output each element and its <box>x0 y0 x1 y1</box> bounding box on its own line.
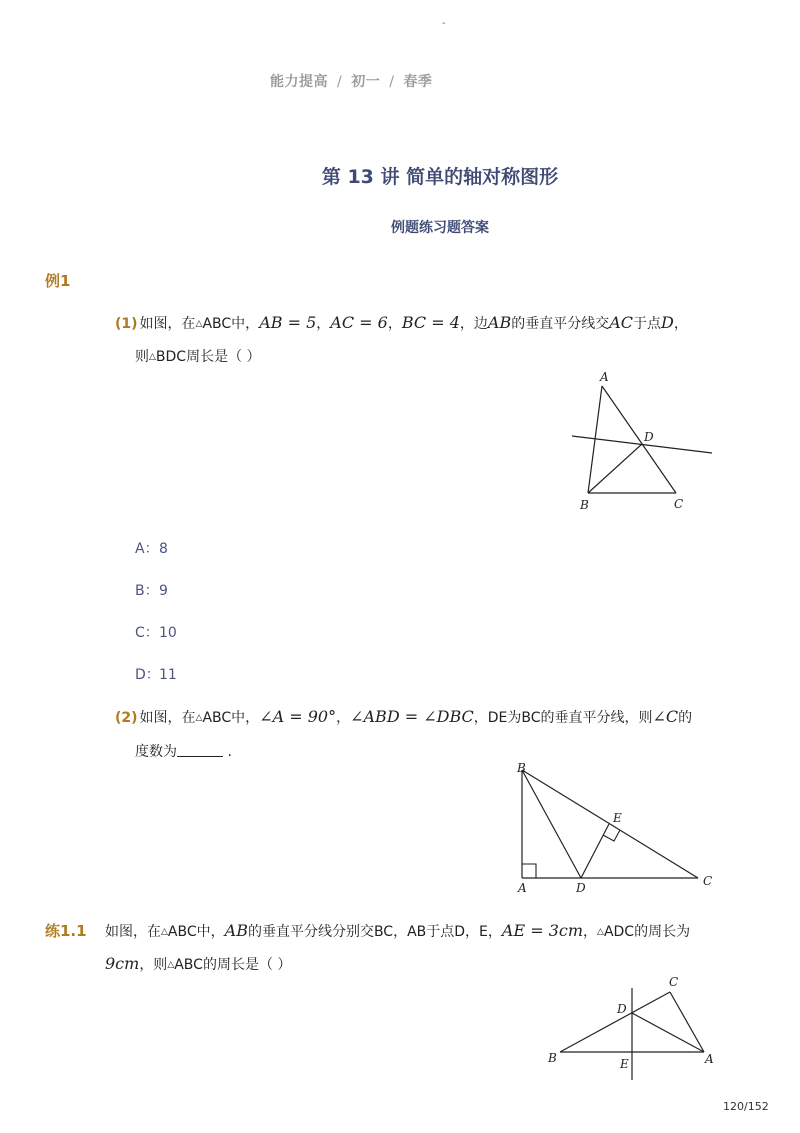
text-run: ， <box>583 924 598 940</box>
q2-label-D: D <box>576 881 586 895</box>
math-expression: AB = 5 <box>259 313 317 332</box>
text-run: ABC中， <box>202 316 260 332</box>
text-run: ，DE为BC的垂直平分线，则 <box>473 710 653 726</box>
math-expression: ∠ABD = ∠DBC <box>350 707 474 726</box>
breadcrumb <box>270 71 432 91</box>
ex1-label-B: B <box>548 1051 557 1065</box>
q2-segment-BD <box>522 770 581 878</box>
ex1-line1 <box>105 921 690 941</box>
text-run: ADC的周长为 <box>603 924 691 940</box>
q2-label-B: B <box>517 761 526 775</box>
q1-line1-text <box>139 313 688 332</box>
q2-number: (2) <box>115 710 138 726</box>
text-run: ， <box>387 316 402 332</box>
q2-line2 <box>135 741 232 761</box>
ex1-label-C: C <box>669 975 679 989</box>
math-expression: D <box>661 313 674 332</box>
q2-label-A: A <box>518 881 527 895</box>
math-expression: AB <box>487 313 512 332</box>
answer-blank[interactable] <box>177 744 223 757</box>
triangle-symbol: △ <box>161 927 168 937</box>
text-run: ， <box>316 316 331 332</box>
triangle-symbol: △ <box>149 352 156 362</box>
ex1-line2 <box>105 954 291 974</box>
text-run: 于点 <box>633 316 661 332</box>
q1-line1 <box>115 313 688 333</box>
section-subtitle: 例题练习题答案 <box>391 220 489 236</box>
q1-figure <box>560 362 725 517</box>
q2-side-BC <box>522 770 698 878</box>
q2-line1-text <box>139 707 693 726</box>
q2-line2-prefix: 度数为 <box>135 744 177 760</box>
ex1-label-D: D <box>617 1002 627 1016</box>
q1-number: (1) <box>115 316 138 332</box>
option-d[interactable] <box>135 664 177 684</box>
text-run: ，边 <box>459 316 488 332</box>
math-expression: ∠A = 90° <box>259 707 337 726</box>
ex1-label-E: E <box>620 1057 629 1071</box>
option-a[interactable] <box>135 538 168 558</box>
breadcrumb-item: 能力提高 <box>270 74 328 90</box>
option-key: A： <box>135 541 159 557</box>
q1-line2 <box>135 346 261 366</box>
ex1-figure <box>540 970 720 1080</box>
text-run: 则 <box>135 349 149 365</box>
q1-side-AC <box>602 386 676 493</box>
option-c[interactable] <box>135 622 177 642</box>
breadcrumb-separator: / <box>389 74 395 90</box>
text-run: ABC中， <box>202 710 260 726</box>
q1-line2-text <box>135 349 261 365</box>
triangle-symbol: △ <box>597 927 604 937</box>
text-run: 如图，在 <box>105 924 161 940</box>
q2-label-C: C <box>703 874 713 888</box>
ex1-line1-text <box>105 921 691 940</box>
math-expression: BC = 4 <box>401 313 460 332</box>
q2-segment-DE <box>581 824 609 878</box>
triangle-symbol: △ <box>167 960 175 970</box>
math-expression: 9cm <box>105 954 140 973</box>
breadcrumb-separator: / <box>337 74 343 90</box>
option-key: D： <box>135 667 160 683</box>
text-run: ，则 <box>139 957 168 973</box>
breadcrumb-item: 初一 <box>351 74 381 90</box>
breadcrumb-item: 春季 <box>403 74 433 90</box>
text-run: 的 <box>678 710 693 726</box>
option-key: C： <box>135 625 159 641</box>
option-value: 10 <box>159 625 177 641</box>
option-value: 9 <box>159 583 168 599</box>
q2-label-E: E <box>613 811 622 825</box>
text-run: ABC的周长是（ ） <box>174 957 292 973</box>
text-run: 的垂直平分线交 <box>511 316 610 332</box>
q1-label-D: D <box>644 430 654 444</box>
text-run: 如图，在 <box>139 710 196 726</box>
ex1-line2-text <box>105 954 292 973</box>
text-run: 如图，在 <box>139 316 196 332</box>
option-value: 11 <box>159 667 177 683</box>
math-expression: ∠C <box>652 707 679 726</box>
text-run: 的垂直平分线分别交BC，AB于点D，E， <box>247 924 502 940</box>
math-expression: AE = 3cm <box>501 921 584 940</box>
text-run: BDC周长是（ ） <box>155 349 261 365</box>
q2-figure <box>510 758 720 898</box>
q2-line1 <box>115 707 692 727</box>
example-label: 例1 <box>45 272 71 290</box>
text-run: ， <box>673 316 688 332</box>
text-run: ABC中， <box>167 924 225 940</box>
q2-line2-suffix: . <box>223 744 232 760</box>
math-expression: AC <box>609 313 633 332</box>
q1-label-A: A <box>600 370 609 384</box>
text-run: ， <box>336 710 351 726</box>
q2-right-angle-A <box>522 864 536 878</box>
q1-label-B: B <box>580 498 589 512</box>
triangle-symbol: △ <box>195 713 203 723</box>
option-b[interactable] <box>135 580 168 600</box>
option-value: 8 <box>159 541 168 557</box>
exercise-label: 练1.1 <box>45 922 87 940</box>
ex1-side-BC <box>560 992 670 1052</box>
option-key: B： <box>135 583 159 599</box>
header-dash: - <box>442 18 446 29</box>
lecture-title: 第 13 讲 简单的轴对称图形 <box>321 166 559 188</box>
page-number: 120/152 <box>723 1100 769 1113</box>
ex1-label-A: A <box>705 1052 714 1066</box>
q1-segment-BD <box>588 444 642 493</box>
math-expression: AB <box>224 921 248 940</box>
q1-label-C: C <box>674 497 684 511</box>
math-expression: AC = 6 <box>330 313 388 332</box>
triangle-symbol: △ <box>195 319 203 329</box>
